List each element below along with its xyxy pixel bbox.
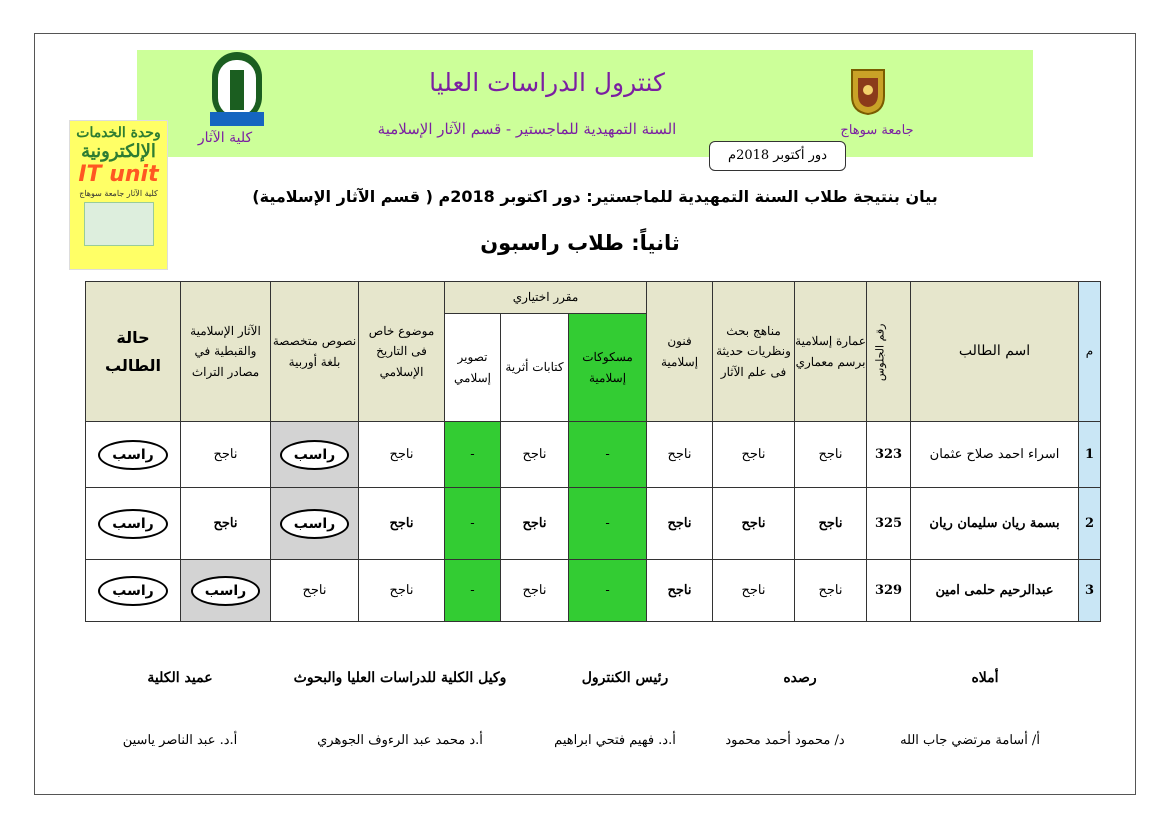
header-method: مناهج بحث ونظريات حديثة فى علم الآثار: [713, 282, 795, 422]
row-arts: ناجح: [647, 488, 713, 560]
header-elective: مقرر اختياري: [445, 282, 647, 314]
row-topic: ناجح: [359, 488, 445, 560]
table-row: [86, 422, 1101, 488]
row-inscriptions: ناجح: [501, 560, 569, 622]
it-unit-line4: كلية الآثار جامعة سوهاج: [79, 189, 158, 198]
row-painting: -: [445, 560, 501, 622]
row-seat: 329: [867, 560, 911, 622]
header-sources: الآثار الإسلامية والقبطية في مصادر التراث: [181, 282, 271, 422]
signature-name-vice-dean: أ.د محمد عبد الرءوف الجوهري: [317, 733, 483, 748]
signature-title-dean: عميد الكلية: [147, 670, 213, 686]
row-arch: ناجح: [795, 422, 867, 488]
row-texts: ناجح: [271, 560, 359, 622]
signature-title-control-head: رئيس الكنترول: [581, 670, 669, 686]
row-arch: ناجح: [795, 488, 867, 560]
header-topic: موضوع خاص فى التاريخ الإسلامي: [359, 282, 445, 422]
fail-mark: راسب: [280, 509, 349, 539]
row-painting: -: [445, 488, 501, 560]
header-status: حالة الطالب: [86, 282, 181, 422]
signature-name-control-head: أ.د. فهيم فتحي ابراهيم: [554, 733, 676, 748]
header-name: اسم الطالب: [911, 282, 1079, 422]
row-method: ناجح: [713, 488, 795, 560]
signature-title-recorded: رصده: [783, 670, 817, 686]
row-method: ناجح: [713, 422, 795, 488]
table-row: [86, 560, 1101, 622]
header-num: م: [1079, 282, 1101, 422]
results-table: [85, 281, 1101, 622]
it-unit-line3: IT unit: [78, 162, 159, 187]
it-unit-block: [69, 120, 168, 270]
header-seat-label: رقم الجلوس: [873, 323, 887, 382]
row-num: 3: [1079, 560, 1101, 622]
status-fail-mark: راسب: [98, 440, 167, 470]
row-arch: ناجح: [795, 560, 867, 622]
row-inscriptions: ناجح: [501, 422, 569, 488]
faculty-logo-icon: [206, 50, 268, 130]
row-painting: -: [445, 422, 501, 488]
row-status: [86, 488, 181, 560]
session-badge: دور أكتوبر 2018م: [709, 141, 846, 171]
status-fail-mark: راسب: [98, 509, 167, 539]
header-arts: فنون إسلامية: [647, 282, 713, 422]
it-unit-line1: وحدة الخدمات: [76, 125, 161, 141]
row-coins: -: [569, 422, 647, 488]
page-subheading: ثانياً: طلاب راسبون: [480, 231, 680, 255]
header-arch: عمارة إسلامية برسم معماري: [795, 282, 867, 422]
row-coins: -: [569, 560, 647, 622]
row-num: 2: [1079, 488, 1101, 560]
row-texts: [271, 422, 359, 488]
row-seat: 325: [867, 488, 911, 560]
row-sources: [181, 560, 271, 622]
header-coins: مسكوكات إسلامية: [569, 314, 647, 422]
banner-title: كنترول الدراسات العليا: [429, 68, 665, 97]
it-unit-photo: [84, 202, 154, 246]
row-status: [86, 422, 181, 488]
row-texts: [271, 488, 359, 560]
university-label: جامعة سوهاج: [840, 123, 914, 138]
row-arts: ناجح: [647, 422, 713, 488]
row-topic: ناجح: [359, 422, 445, 488]
status-fail-mark: راسب: [98, 576, 167, 606]
header-painting: تصوير إسلامي: [445, 314, 501, 422]
row-seat: 323: [867, 422, 911, 488]
banner-subtitle: السنة التمهيدية للماجستير - قسم الآثار الإسلامية: [377, 120, 677, 138]
header-inscriptions: كتابات أثرية: [501, 314, 569, 422]
header-banner: [137, 50, 1033, 157]
fail-mark: راسب: [191, 576, 260, 606]
header-seat: [867, 282, 911, 422]
row-coins: -: [569, 488, 647, 560]
row-sources: ناجح: [181, 488, 271, 560]
it-unit-line2: الإلكترونية: [81, 141, 156, 162]
row-name: عبدالرحيم حلمى امين: [911, 560, 1079, 622]
faculty-label: كلية الآثار: [197, 130, 253, 146]
table-row: [86, 488, 1101, 560]
signature-title-dictated: أملاه: [971, 670, 999, 686]
row-sources: ناجح: [181, 422, 271, 488]
row-arts: ناجح: [647, 560, 713, 622]
page-heading: بيان بنتيجة طلاب السنة التمهيدية للماجستير: دور اكتوبر 2018م ( قسم الآثار الإسلامية): [252, 187, 938, 206]
row-status: [86, 560, 181, 622]
row-inscriptions: ناجح: [501, 488, 569, 560]
signature-title-vice-dean: وكيل الكلية للدراسات العليا والبحوث: [293, 670, 507, 686]
fail-mark: راسب: [280, 440, 349, 470]
signature-name-recorded: د/ محمود أحمد محمود: [725, 733, 845, 748]
row-name: اسراء احمد صلاح عثمان: [911, 422, 1079, 488]
row-name: بسمة ريان سليمان ريان: [911, 488, 1079, 560]
signature-name-dictated: أ/ أسامة مرتضي جاب الله: [900, 733, 1040, 748]
row-num: 1: [1079, 422, 1101, 488]
row-topic: ناجح: [359, 560, 445, 622]
signature-name-dean: أ.د. عبد الناصر ياسين: [122, 733, 238, 748]
header-texts: نصوص متخصصة بلغة أوربية: [271, 282, 359, 422]
university-logo-icon: [848, 66, 888, 116]
row-method: ناجح: [713, 560, 795, 622]
